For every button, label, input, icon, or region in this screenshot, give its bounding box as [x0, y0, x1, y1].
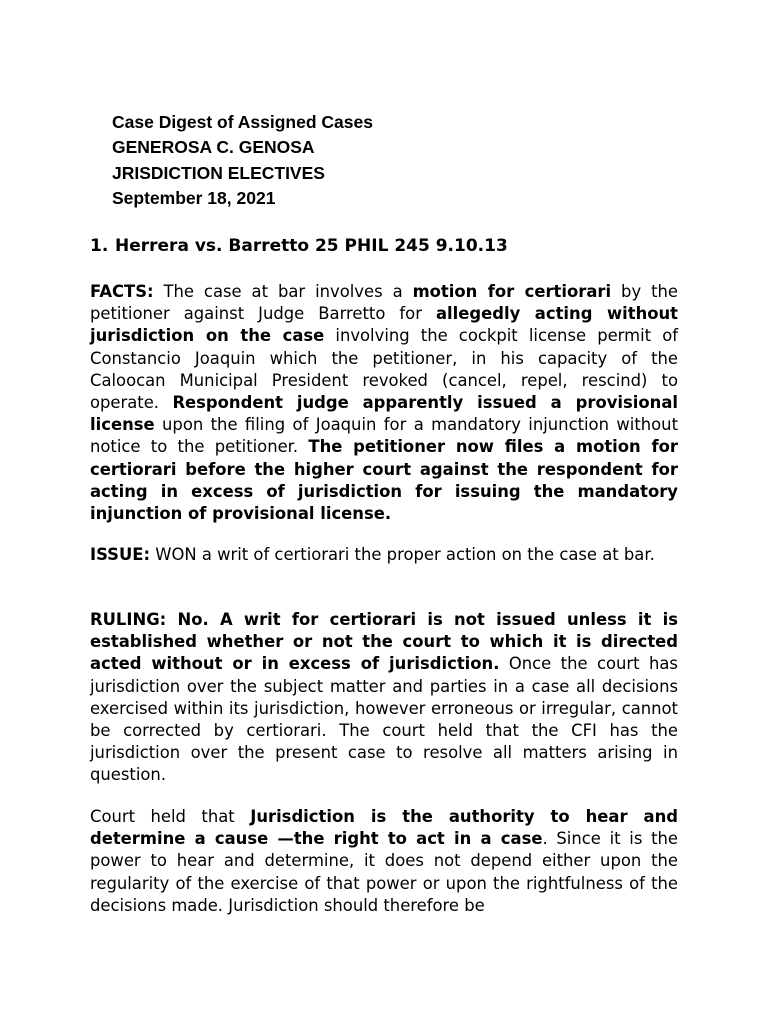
facts-text-4: upon the filing of Joaquin for a mandatory injunction without notice to the petitioner.: [90, 415, 678, 457]
facts-bold-1: motion for certiorari: [412, 282, 612, 301]
facts-bold-2: allegedly acting without jurisdiction on the case: [90, 304, 678, 346]
facts-text-2: by the petitioner against Judge Barretto for: [90, 282, 678, 324]
header-author: GENEROSA C. GENOSA: [112, 137, 315, 158]
facts-text-1: The case at bar involves a: [153, 282, 413, 301]
document-body: [90, 0, 678, 1024]
issue-label: ISSUE:: [90, 545, 151, 564]
case-title: [90, 236, 508, 256]
facts-text-3: involving the cockpit license permit of Constancio Joaquin which the petitioner, in his capacity of the Caloocan Municipal President revoked (cancel, repel, rescind) to operate.: [90, 326, 679, 413]
facts-label: FACTS:: [90, 282, 154, 301]
facts-bold-4: The petitioner now files a motion for certiorari before the higher court against the respondent for acting in excess of jurisdiction for issuing the mandatory injunction of provisional license.: [90, 437, 678, 524]
court-text-2: . Since it is the power to hear and determine, it does not depend either upon the regularity of the exercise of that power or upon the rightfulness of the decisions made. Jurisdiction should therefore be: [90, 829, 679, 915]
court-bold-1: Jurisdiction is the authority to hear and determine a cause —the right to act in a case: [90, 807, 679, 849]
ruling-paragraph: [90, 609, 678, 787]
document-header: [112, 110, 373, 211]
case-name: Herrera vs. Barretto 25 PHIL 245 9.10.13: [115, 236, 508, 256]
issue-paragraph: [90, 544, 678, 566]
court-paragraph: [90, 806, 678, 917]
case-number: 1.: [90, 236, 109, 256]
ruling-text-1: Once the court has jurisdiction over the subject matter and parties in a case all decisions exercised within its jurisdiction, however erroneous or irregular, cannot be corrected by certiorari. The court held that the CFI has the jurisdiction over the present case to resolve all matters arising in question.: [90, 654, 678, 785]
ruling-bold-1: No. A writ for certiorari is not issued unless it is established whether or not the court to which it is directed acted without or in excess of jurisdiction.: [90, 610, 678, 674]
ruling-label: RULING:: [90, 610, 167, 629]
header-date: September 18, 2021: [112, 187, 276, 208]
header-title: Case Digest of Assigned Cases: [112, 112, 373, 132]
issue-text: WON a writ of certiorari the proper action on the case at bar.: [150, 545, 655, 564]
facts-bold-3: Respondent judge apparently issued a provisional license: [90, 393, 678, 435]
header-course: JRISDICTION ELECTIVES: [112, 162, 325, 183]
court-text-1: Court held that: [90, 807, 251, 826]
facts-paragraph: [90, 281, 678, 525]
